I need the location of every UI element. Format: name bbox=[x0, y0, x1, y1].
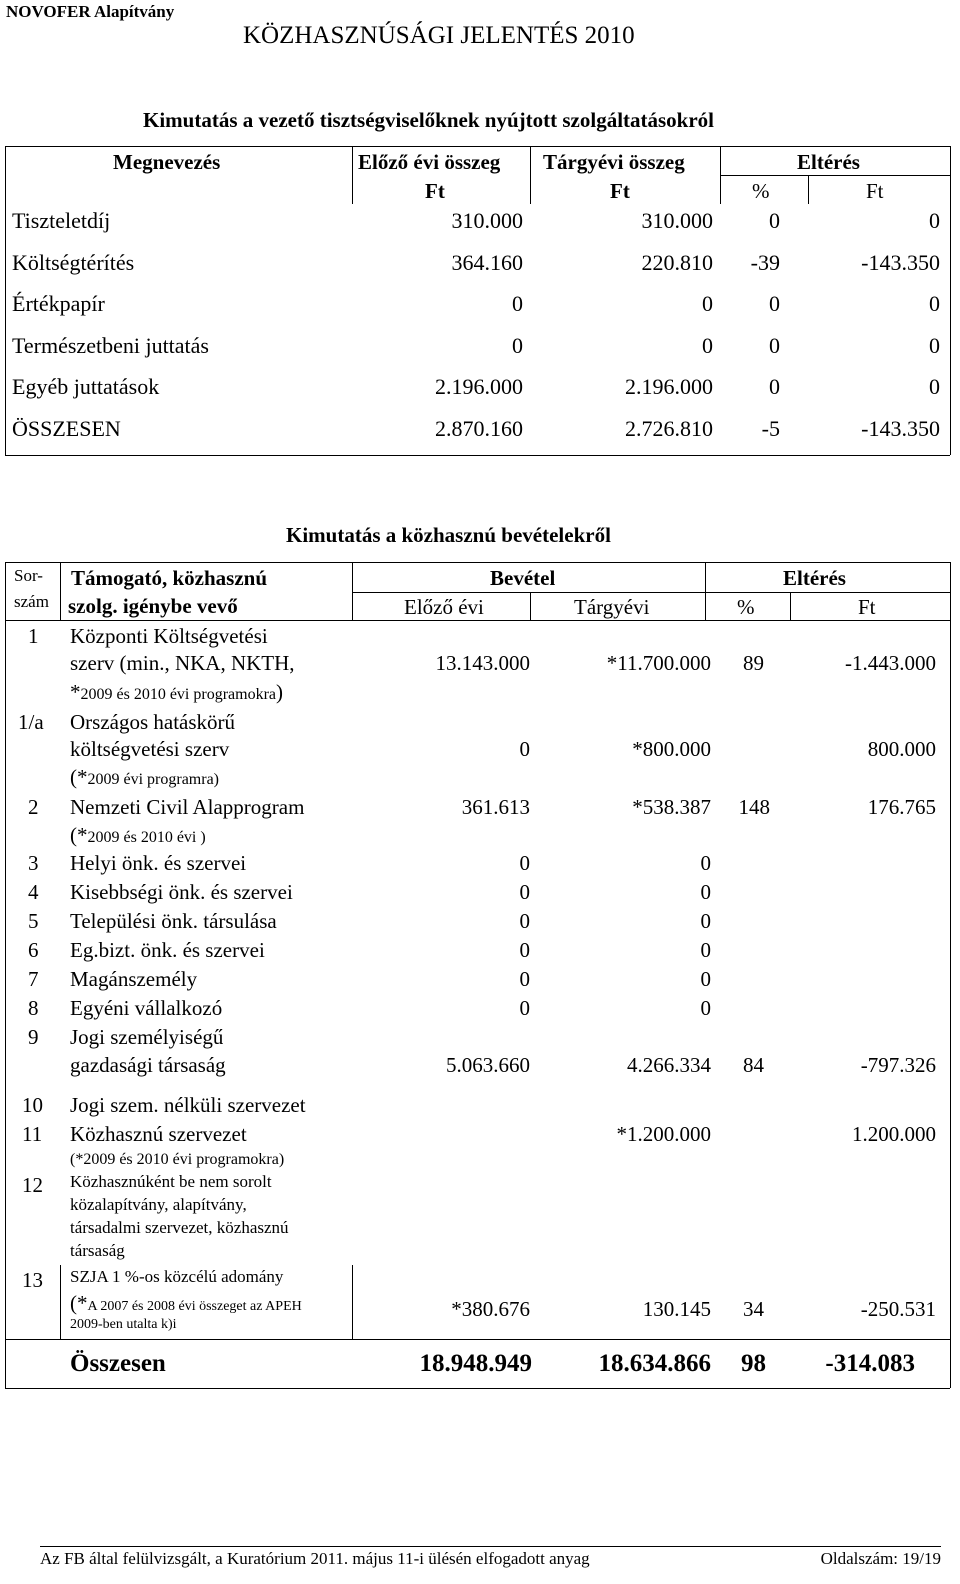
row-name: Költségtérítés bbox=[12, 250, 135, 275]
row-cur: 0 bbox=[700, 996, 711, 1020]
col-elteres: Eltérés bbox=[783, 566, 846, 590]
row-prev: 310.000 bbox=[451, 208, 523, 233]
row-number: 3 bbox=[28, 851, 39, 875]
row-prev: *380.676 bbox=[451, 1297, 530, 1321]
row-cur: 0 bbox=[702, 333, 713, 358]
row-prev: 361.613 bbox=[461, 795, 530, 819]
row-name-line3: (*2009 évi programra) bbox=[70, 765, 220, 789]
row-cur: 2.726.810 bbox=[625, 416, 713, 441]
table2-title: Kimutatás a közhasznú bevételekről bbox=[286, 523, 611, 547]
row-name-line4: társaság bbox=[70, 1241, 125, 1260]
row-ft: 1.200.000 bbox=[852, 1122, 936, 1146]
row-number: 10 bbox=[22, 1093, 43, 1117]
row-diff: -143.350 bbox=[861, 250, 940, 275]
row-name: ÖSSZESEN bbox=[12, 416, 121, 441]
col-cur: Tárgyévi bbox=[574, 595, 650, 619]
row-prev: 0 bbox=[519, 909, 530, 933]
row-pct: -5 bbox=[761, 416, 780, 441]
row-pct: -39 bbox=[750, 250, 780, 275]
row-name-line2: gazdasági társaság bbox=[70, 1053, 226, 1077]
row-number: 13 bbox=[22, 1268, 43, 1292]
col-ft: Ft bbox=[858, 595, 876, 619]
footer-page: Oldalszám: 19/19 bbox=[820, 1549, 941, 1568]
row-name-line1: Közhasznúként be nem sorolt bbox=[70, 1172, 272, 1191]
row-cur: 2.196.000 bbox=[625, 374, 713, 399]
row-prev: 0 bbox=[519, 737, 530, 761]
row-number: 1/a bbox=[18, 710, 44, 734]
row-name: Magánszemély bbox=[70, 967, 198, 991]
row-name: Települési önk. társulása bbox=[70, 909, 277, 933]
footer-left: Az FB által felülvizsgált, a Kuratórium 2011. május 11-i ülésén elfogadott anyag bbox=[40, 1549, 590, 1568]
col-tamogato-2: szolg. igénybe vevő bbox=[68, 594, 238, 618]
row-pct: 0 bbox=[769, 374, 780, 399]
row-cur: 0 bbox=[700, 938, 711, 962]
col-megnevezes: Megnevezés bbox=[113, 150, 221, 174]
row-prev: 364.160 bbox=[451, 250, 523, 275]
row-cur: *538.387 bbox=[632, 795, 711, 819]
row-cur: *11.700.000 bbox=[606, 651, 711, 675]
row-cur: *800.000 bbox=[632, 737, 711, 761]
row-name: Egyéb juttatások bbox=[12, 374, 160, 399]
row-prev: 5.063.660 bbox=[446, 1053, 530, 1077]
row-cur: 220.810 bbox=[641, 250, 713, 275]
row-prev: 2.196.000 bbox=[435, 374, 523, 399]
row-number: 8 bbox=[28, 996, 39, 1020]
unit-pct: % bbox=[752, 179, 770, 203]
col-pct: % bbox=[737, 595, 755, 619]
row-name: Tiszteletdíj bbox=[12, 208, 111, 233]
col-sor-2: szám bbox=[14, 592, 49, 611]
row-name: Egyéni vállalkozó bbox=[70, 996, 223, 1020]
row-name-line2: (*2009 és 2010 évi ) bbox=[70, 823, 206, 847]
row-prev: 0 bbox=[519, 938, 530, 962]
row-name-line1: Nemzeti Civil Alapprogram bbox=[70, 795, 305, 819]
row-name-line2: (*2009 és 2010 évi programokra) bbox=[70, 1151, 285, 1168]
row-prev: 13.143.000 bbox=[435, 651, 530, 675]
row-name: Helyi önk. és szervei bbox=[70, 851, 247, 875]
total-ft: -314.083 bbox=[825, 1350, 915, 1377]
row-number: 9 bbox=[28, 1025, 39, 1049]
org-name: NOVOFER Alapítvány bbox=[6, 2, 175, 21]
row-diff: 0 bbox=[929, 333, 940, 358]
col-bevetel: Bevétel bbox=[490, 566, 556, 590]
row-ft: 800.000 bbox=[867, 737, 936, 761]
row-name: Eg.bizt. önk. és szervei bbox=[70, 938, 265, 962]
unit-cur: Ft bbox=[610, 179, 630, 203]
row-name-line2: közalapítvány, alapítvány, bbox=[70, 1195, 247, 1214]
total-pct: 98 bbox=[741, 1350, 766, 1377]
row-prev: 0 bbox=[519, 880, 530, 904]
row-ft: -1.443.000 bbox=[845, 651, 936, 675]
row-prev: 0 bbox=[519, 996, 530, 1020]
col-tamogato-1: Támogató, közhasznú bbox=[71, 566, 268, 590]
report-title: KÖZHASZNÚSÁGI JELENTÉS 2010 bbox=[243, 22, 635, 49]
unit-prev: Ft bbox=[425, 179, 445, 203]
total-cur: 18.634.866 bbox=[598, 1350, 711, 1377]
col-prev: Előző évi bbox=[404, 595, 484, 619]
row-prev: 0 bbox=[512, 333, 523, 358]
row-name: Kisebbségi önk. és szervei bbox=[70, 880, 293, 904]
row-number: 4 bbox=[28, 880, 39, 904]
unit-ft: Ft bbox=[866, 179, 884, 203]
row-prev: 0 bbox=[519, 851, 530, 875]
row-number: 11 bbox=[22, 1122, 43, 1146]
row-name-line1: SZJA 1 %-os közcélú adomány bbox=[70, 1267, 284, 1286]
col-sor-1: Sor- bbox=[14, 566, 43, 585]
row-ft: -250.531 bbox=[860, 1297, 936, 1321]
row-cur: 0 bbox=[702, 291, 713, 316]
row-diff: 0 bbox=[929, 374, 940, 399]
row-pct: 84 bbox=[743, 1053, 764, 1077]
row-cur: 0 bbox=[700, 851, 711, 875]
row-pct: 0 bbox=[769, 208, 780, 233]
row-name-line1: Országos hatáskörű bbox=[70, 710, 236, 734]
col-cur: Tárgyévi összeg bbox=[543, 150, 685, 174]
row-name-line2: költségvetési szerv bbox=[70, 737, 230, 761]
row-ft: 176.765 bbox=[867, 795, 936, 819]
row-pct: 148 bbox=[738, 795, 770, 819]
row-number: 7 bbox=[28, 967, 39, 991]
total-label: Összesen bbox=[70, 1350, 166, 1377]
row-name-line3: 2009-ben utalta k)i bbox=[70, 1317, 177, 1332]
row-name-line3: társadalmi szervezet, közhasznú bbox=[70, 1218, 289, 1237]
row-name-line1: Közhasznú szervezet bbox=[70, 1122, 247, 1146]
row-number: 1 bbox=[28, 624, 39, 648]
row-name-line1: Központi Költségvetési bbox=[70, 624, 268, 648]
table1-title: Kimutatás a vezető tisztségviselőknek nyújtott szolgáltatásokról bbox=[143, 108, 715, 132]
row-cur: 4.266.334 bbox=[627, 1053, 711, 1077]
row-name-line2: (*A 2007 és 2008 évi összeget az APEH bbox=[70, 1291, 302, 1315]
row-diff: 0 bbox=[929, 208, 940, 233]
row-name-line1: Jogi személyiségű bbox=[70, 1025, 224, 1049]
col-prev: Előző évi összeg bbox=[358, 150, 501, 174]
row-cur: 0 bbox=[700, 909, 711, 933]
row-number: 6 bbox=[28, 938, 39, 962]
row-prev: 2.870.160 bbox=[435, 416, 523, 441]
row-diff: 0 bbox=[929, 291, 940, 316]
row-name-line3: *2009 és 2010 évi programokra) bbox=[70, 680, 284, 704]
total-prev: 18.948.949 bbox=[419, 1350, 532, 1377]
row-pct: 0 bbox=[769, 291, 780, 316]
col-diff: Eltérés bbox=[797, 150, 860, 174]
row-ft: -797.326 bbox=[860, 1053, 936, 1077]
row-number: 2 bbox=[28, 795, 39, 819]
row-name: Természetbeni juttatás bbox=[12, 333, 209, 358]
row-pct: 34 bbox=[743, 1297, 764, 1321]
row-cur: 310.000 bbox=[641, 208, 713, 233]
row-number: 12 bbox=[22, 1173, 43, 1197]
footer-rule bbox=[40, 1546, 941, 1547]
row-diff: -143.350 bbox=[861, 416, 940, 441]
row-cur: 0 bbox=[700, 880, 711, 904]
row-name-line2: szerv (min., NKA, NKTH, bbox=[70, 651, 295, 675]
row-pct: 89 bbox=[743, 651, 764, 675]
row-cur: *1.200.000 bbox=[616, 1122, 711, 1146]
row-name: Értékpapír bbox=[12, 291, 105, 316]
row-name: Jogi szem. nélküli szervezet bbox=[70, 1093, 306, 1117]
row-pct: 0 bbox=[769, 333, 780, 358]
row-number: 5 bbox=[28, 909, 39, 933]
row-prev: 0 bbox=[519, 967, 530, 991]
row-cur: 0 bbox=[700, 967, 711, 991]
row-cur: 130.145 bbox=[642, 1297, 711, 1321]
row-prev: 0 bbox=[512, 291, 523, 316]
